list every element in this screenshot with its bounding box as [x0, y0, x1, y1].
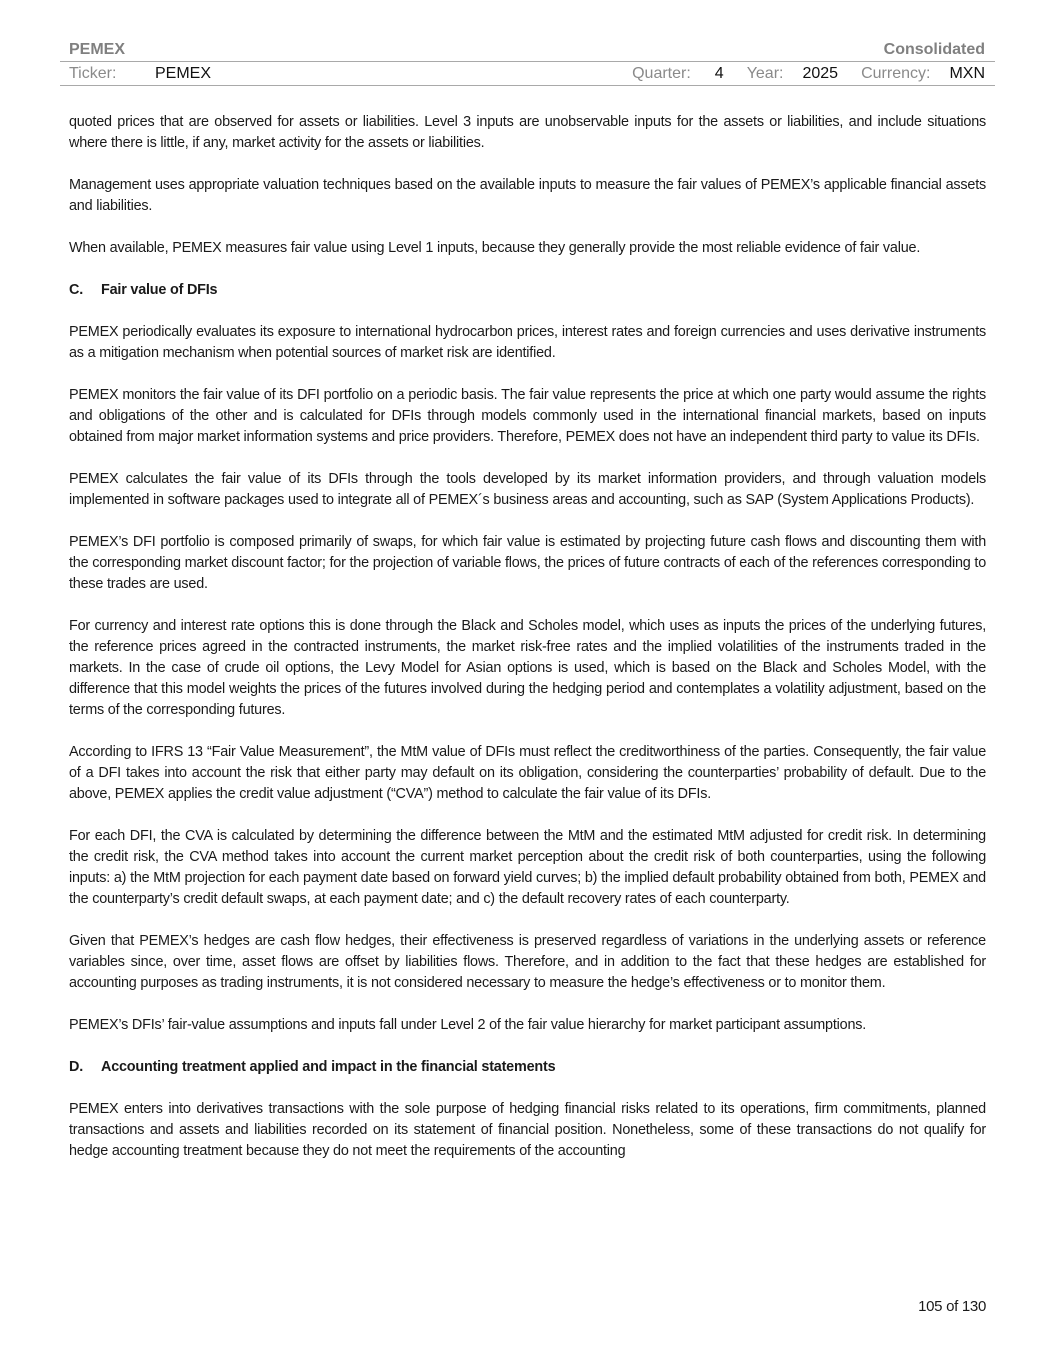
currency-label: Currency:	[861, 64, 931, 82]
paragraph: quoted prices that are observed for assets or liabilities. Level 3 inputs are unobservable inputs for the assets or liabilities, and include situations where there is little, if any, market activity for the assets or liabilities.	[69, 114, 986, 151]
paragraph: PEMEX’s DFI portfolio is composed primarily of swaps, for which fair value is estimated by projecting future cash flows and discounting them with the corresponding market discount factor; for the projection of variable flows, the prices of future contracts of each of the references corresponding to these trades are used.	[69, 534, 986, 592]
section-heading-d	[69, 1057, 986, 1078]
paragraph: Management uses appropriate valuation techniques based on the available inputs to measure the fair values of PEMEX’s applicable financial assets and liabilities.	[69, 177, 986, 214]
section-title: Accounting treatment applied and impact in the financial statements	[101, 1059, 556, 1075]
company-name: PEMEX	[69, 41, 126, 58]
paragraph: PEMEX calculates the fair value of its DFIs through the tools developed by its market information providers, and through valuation models implemented in software packages used to integrate all of PEMEX´s business areas and accounting, such as SAP (System Applications Products).	[69, 471, 986, 508]
paragraph: For currency and interest rate options this is done through the Black and Scholes model, which uses as inputs the prices of the underlying futures, the reference prices agreed in the contracted instruments, the market risk-free rates and the implied volatilities of the instruments traded in the markets. In the case of crude oil options, the Levy Model for Asian options is used, which is based on the Black and Scholes Model, with the difference that this model weights the prices of the futures involved during the hedging period and contemplates a volatility adjustment, based on the terms of the corresponding futures.	[69, 618, 986, 718]
ticker-value: PEMEX	[155, 64, 212, 82]
section-number: C.	[69, 282, 83, 298]
paragraph: According to IFRS 13 “Fair Value Measurement”, the MtM value of DFIs must reflect the creditworthiness of the parties. Consequently, the fair value of a DFI takes into account the risk that either party may default on its obligation, considering the counterparties’ probability of default. Due to the above, PEMEX applies the credit value adjustment (“CVA”) method to calculate the fair value of its DFIs.	[69, 744, 986, 802]
ticker-label: Ticker:	[69, 64, 117, 82]
document-body	[69, 112, 986, 1183]
paragraph: PEMEX monitors the fair value of its DFI portfolio on a periodic basis. The fair value represents the price at which one party would assume the rights and obligations of the other and is calculated for DFIs through models commonly used in the international financial markets, based on inputs obtained from major market information systems and price providers. Therefore, PEMEX does not have an independent third party to value its DFIs.	[69, 387, 986, 445]
currency-value: MXN	[949, 64, 985, 82]
paragraph: Given that PEMEX’s hedges are cash flow hedges, their effectiveness is preserved regardless of variations in the underlying assets or reference variables since, over time, asset flows are offset by liabilities flows. Therefore, and in addition to the fact that these hedges are established for accounting purposes as trading instruments, it is not considered necessary to measure the hedge’s effectiveness or to monitor them.	[69, 933, 986, 991]
paragraph: PEMEX periodically evaluates its exposure to international hydrocarbon prices, interest rates and foreign currencies and uses derivative instruments as a mitigation mechanism when potential sources of market risk are identified.	[69, 324, 986, 361]
paragraph: When available, PEMEX measures fair value using Level 1 inputs, because they generally provide the most reliable evidence of fair value.	[69, 240, 921, 256]
page-indicator: 105 of 130	[918, 1298, 986, 1315]
report-type: Consolidated	[883, 41, 985, 58]
year-value: 2025	[802, 64, 839, 82]
report-header	[60, 34, 995, 86]
section-number: D.	[69, 1059, 83, 1075]
year-label: Year:	[746, 64, 784, 82]
paragraph: For each DFI, the CVA is calculated by determining the difference between the MtM and the estimated MtM adjusted for credit risk. In determining the credit risk, the CVA method takes into account the current market perception about the credit risk of both counterparties, using the following inputs: a) the MtM projection for each payment date based on forward yield curves; b) the implied default probability obtained from both, PEMEX and the counterparty’s credit default swaps, at each payment date; and c) the default recovery rates of each counterparty.	[69, 828, 986, 907]
paragraph: PEMEX’s DFIs’ fair-value assumptions and inputs fall under Level 2 of the fair value hierarchy for market participant assumptions.	[69, 1017, 867, 1033]
paragraph: PEMEX enters into derivatives transactions with the sole purpose of hedging financial risks related to its operations, firm commitments, planned transactions and assets and liabilities recorded on its statement of financial position. Nonetheless, some of these transactions do not qualify for hedge accounting treatment because they do not meet the requirements of the accounting	[69, 1101, 986, 1159]
quarter-value: 4	[714, 64, 724, 82]
section-heading-c	[69, 280, 986, 301]
quarter-label: Quarter:	[632, 64, 691, 82]
section-title: Fair value of DFIs	[101, 282, 218, 298]
header-meta-row	[60, 62, 995, 86]
header-title-row	[60, 34, 995, 62]
